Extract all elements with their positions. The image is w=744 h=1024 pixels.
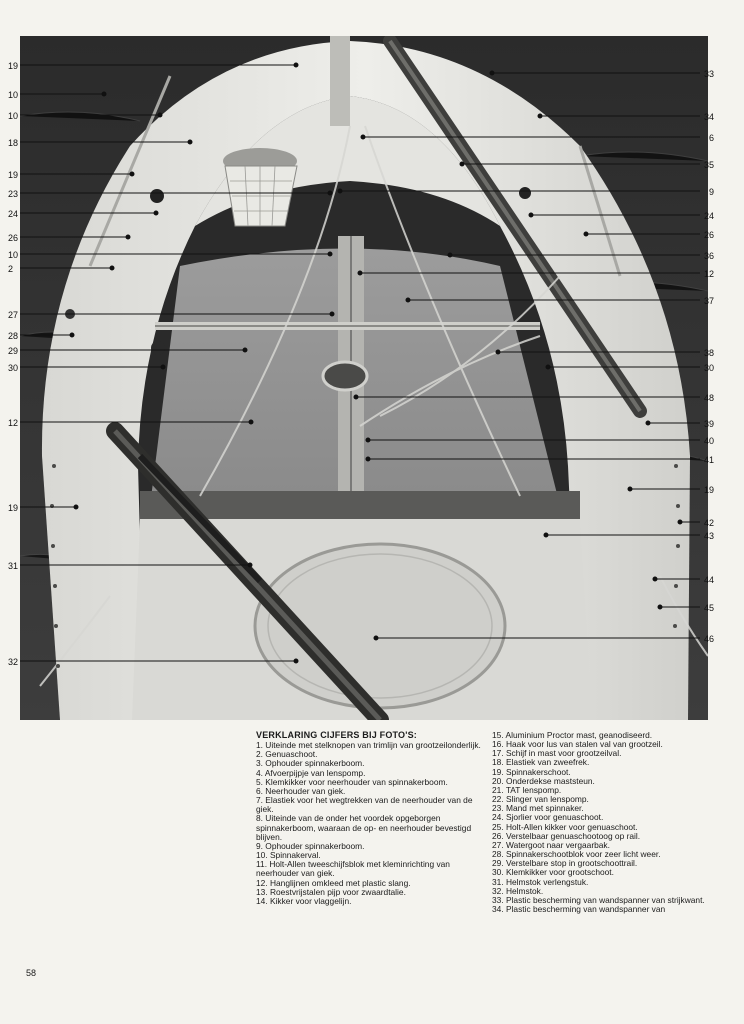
- caption-heading: VERKLARING CIJFERS BIJ FOTO'S:: [256, 730, 417, 740]
- callout-right-15: 40: [703, 436, 714, 446]
- caption-item: 7. Elastiek voor het wegtrekken van de neerhouder van de giek.: [256, 795, 473, 815]
- callout-right-10: 37: [703, 296, 714, 306]
- callout-right-2: 34: [703, 112, 714, 122]
- caption-item: 17. Schijf in mast voor grootzeilval.: [492, 748, 622, 759]
- caption-item: 18. Elastiek van zweefrek.: [492, 757, 590, 768]
- callout-left-6: 23: [8, 189, 19, 199]
- caption-item: 2. Genuaschoot.: [256, 749, 318, 760]
- caption-item: 21. TAT lenspomp.: [492, 784, 562, 795]
- caption-item: 27. Watergoot naar vergaarbak.: [492, 839, 610, 850]
- caption-item: 28. Spinnakerschootblok voor zeer licht weer.: [492, 849, 661, 860]
- callout-left-12: 28: [8, 331, 19, 341]
- callout-left-5: 19: [8, 170, 19, 180]
- callout-left-1: 19: [8, 61, 19, 71]
- caption-item: 29. Verstelbare stop in grootschoottrail.: [492, 858, 638, 869]
- callout-right-11: 38: [703, 348, 714, 358]
- callout-left-16: 19: [8, 503, 19, 513]
- callout-right-4: 35: [703, 160, 714, 170]
- caption-item: 1. Uiteinde met stelknopen van trimlijn van grootzeilonderlijk.: [256, 740, 481, 751]
- caption-item: 22. Slinger van lenspomp.: [492, 794, 589, 805]
- callout-right-8: 36: [703, 251, 714, 261]
- caption-item: 31. Helmstok verlengstuk.: [492, 876, 589, 887]
- caption-item: 8. Uiteinde van de onder het voordek opgeborgen spinnakerboom, waaraan de op- en neerhouder bevestigd blijven.: [256, 813, 472, 842]
- caption-item: 11. Holt-Allen tweeschijfsblok met kleminrichting van neerhouder van giek.: [256, 859, 450, 879]
- caption-item: 32. Helmstok.: [492, 885, 544, 896]
- callout-left-3: 10: [8, 111, 19, 121]
- callout-right-7: 26: [703, 230, 714, 240]
- callout-right-17: 19: [703, 485, 714, 495]
- callout-right-13: 48: [703, 393, 714, 403]
- callout-right-16: 41: [703, 455, 714, 465]
- callout-right-9: 12: [703, 269, 714, 279]
- callout-left-7: 24: [8, 209, 19, 219]
- caption-item: 25. Holt-Allen kikker voor genuaschoot.: [492, 821, 638, 832]
- caption-item: 13. Roestvrijstalen pijp voor zwaardtalie.: [256, 886, 406, 897]
- callout-right-14: 39: [703, 419, 714, 429]
- callout-right-3: 6: [708, 133, 714, 143]
- callout-left-14: 30: [8, 363, 19, 373]
- caption-column-2: [492, 731, 722, 914]
- callout-left-11: 27: [8, 310, 19, 320]
- callout-left-13: 29: [8, 346, 19, 356]
- callout-left-2: 10: [8, 90, 19, 100]
- caption-item: 19. Spinnakerschoot.: [492, 766, 571, 777]
- caption-item: 15. Aluminium Proctor mast, geanodiseerd.: [492, 730, 653, 740]
- caption-item: 26. Verstelbaar genuaschootoog op rail.: [492, 830, 641, 841]
- callout-right-22: 46: [703, 634, 714, 644]
- caption-item: 33. Plastic bescherming van wandspanner van strijkwant.: [492, 894, 705, 905]
- caption-item: 30. Klemkikker voor grootschoot.: [492, 867, 614, 878]
- caption-item: 6. Neerhouder van giek.: [256, 785, 346, 796]
- caption-item: 4. Afvoerpijpje van lenspomp.: [256, 767, 366, 778]
- callout-right-18: 42: [703, 518, 714, 528]
- caption-item: 5. Klemkikker voor neerhouder van spinnakerboom.: [256, 776, 448, 787]
- callout-right-21: 45: [703, 603, 714, 613]
- callout-left-9: 10: [8, 250, 19, 260]
- caption-item: 3. Ophouder spinnakerboom.: [256, 758, 365, 769]
- callout-left-10: 2: [8, 264, 14, 274]
- callout-right-5: 9: [708, 187, 714, 197]
- callout-left-18: 32: [8, 657, 19, 667]
- caption-item: 34. Plastic bescherming van wandspanner van: [492, 903, 666, 914]
- caption-item: 23. Mand met spinnaker.: [492, 803, 584, 814]
- callout-right-6: 24: [703, 211, 714, 221]
- page-number: 58: [26, 968, 37, 978]
- callout-right-19: 43: [703, 531, 714, 541]
- caption-item: 10. Spinnakerval.: [256, 850, 321, 861]
- callout-left-4: 18: [8, 138, 19, 148]
- caption-column-1: [256, 731, 482, 906]
- caption-item: 12. Hanglijnen omkleed met plastic slang.: [256, 877, 411, 888]
- callout-left-8: 26: [8, 233, 19, 243]
- caption-item: 20. Onderdekse maststeun.: [492, 775, 595, 786]
- callout-right-1: 33: [703, 69, 714, 79]
- callout-left-17: 31: [8, 561, 19, 571]
- caption-item: 14. Kikker voor vlaggelijn.: [256, 895, 352, 906]
- caption-item: 9. Ophouder spinnakerboom.: [256, 840, 365, 851]
- callout-right-12: 30: [703, 363, 714, 373]
- callout-left-15: 12: [8, 418, 19, 428]
- caption-item: 24. Sjorlier voor genuaschoot.: [492, 812, 604, 823]
- callout-right-20: 44: [703, 575, 714, 585]
- caption-item: 16. Haak voor lus van stalen val van grootzeil.: [492, 739, 663, 750]
